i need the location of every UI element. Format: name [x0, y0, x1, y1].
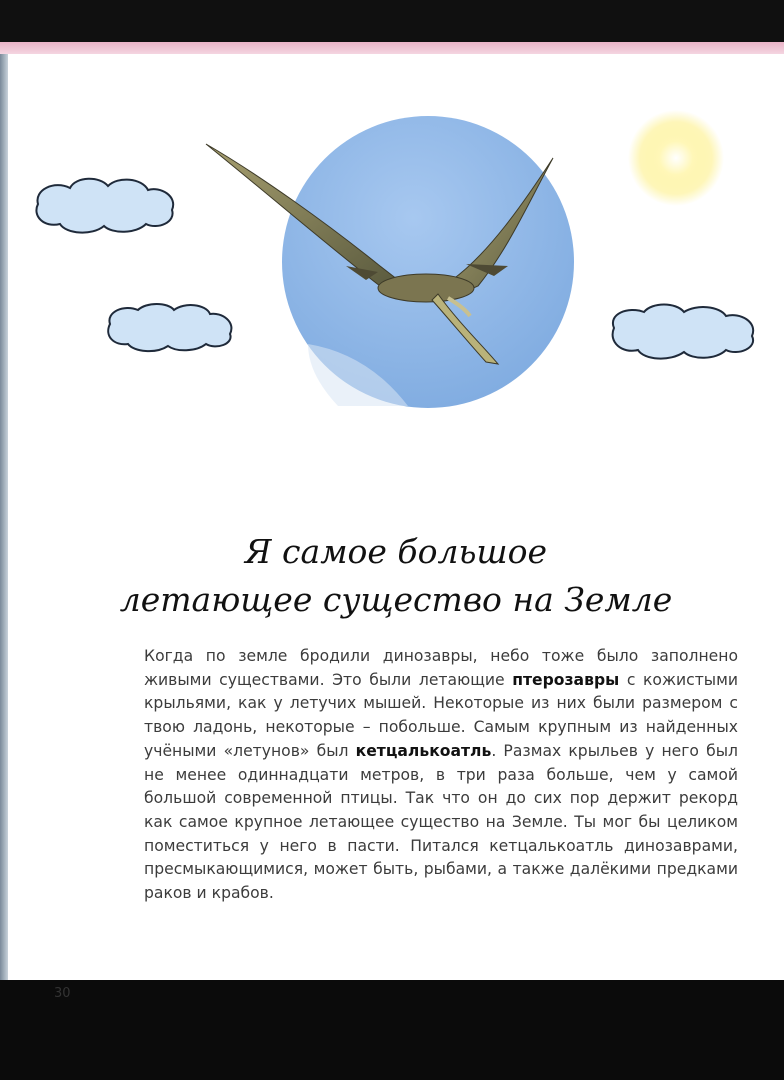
cloud-icon [108, 304, 231, 351]
page-spine [0, 54, 8, 980]
cloud-icon [36, 179, 173, 233]
book-page [8, 54, 784, 1001]
title-line: летающее существо на Земле [119, 580, 673, 619]
term-pterosaurs: птерозавры [512, 670, 620, 689]
cloud-icon [613, 305, 754, 359]
scan-background [0, 0, 784, 44]
illustration [8, 54, 784, 474]
paragraph-text: . Размах крыльев у него был не менее одиннадцати метров, в три раза больше, чем у самой большой современной птицы. Так что он до сих пор держит рекорд как самое крупное летающее существо на Земле. Ты мог бы целиком поместиться у него в пасти. Питался кетцалькоатль динозаврами, пресмыкающимися, может быть, рыбами, а также далёкими предками раков и крабов. [144, 741, 738, 903]
paragraph-text: с кожистыми крыльями, как у летучих мышей. Некоторые из них были размером с твою ладонь, некоторые – побольше. Самым крупным из найденных учёными «летунов» был [144, 670, 739, 760]
page-title [8, 528, 784, 624]
sun-icon [628, 110, 724, 206]
paragraph-text: Когда по земле бродили динозавры, небо тоже было заполнено живыми существами. Это были летающие [144, 647, 738, 689]
sky-circle [282, 116, 574, 408]
page-number: 30 [54, 986, 71, 1001]
term-quetzalcoatlus: кетцалькоатль [355, 741, 492, 760]
title-line: Я самое большое [244, 532, 548, 571]
body-paragraph [144, 645, 738, 906]
